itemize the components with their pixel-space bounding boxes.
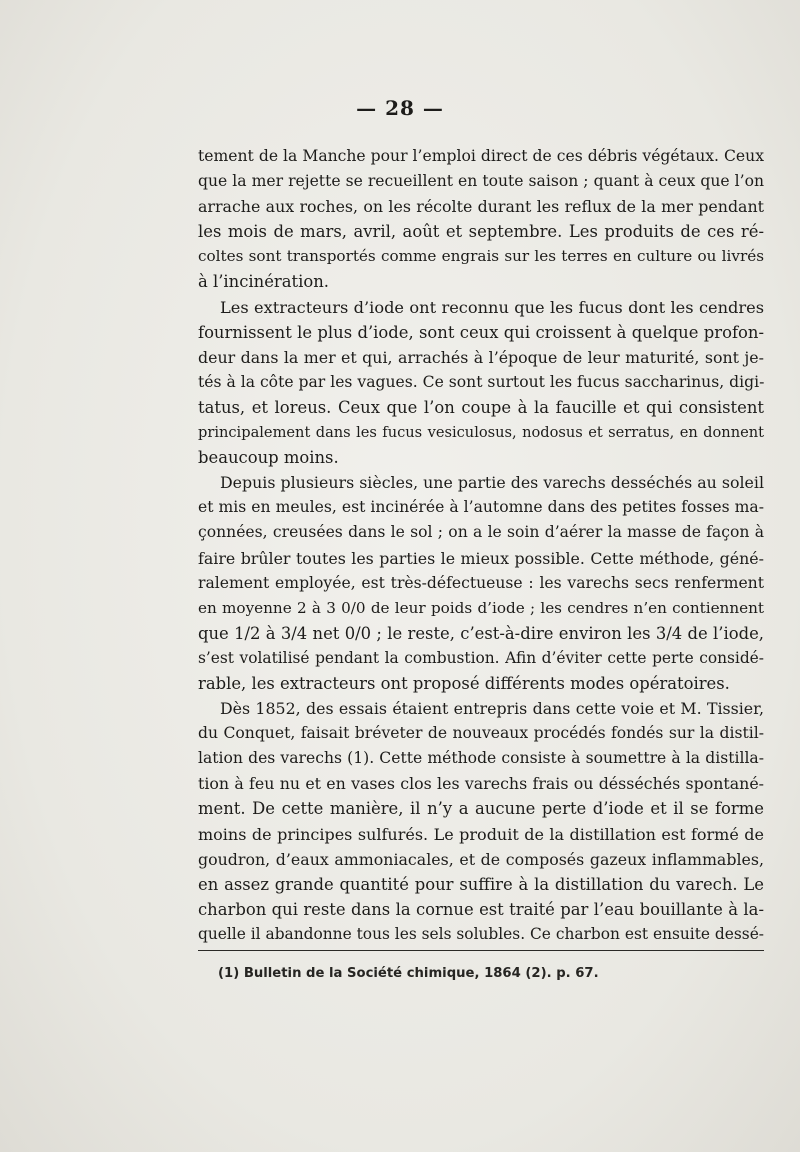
text-line: Depuis plusieurs siècles, une partie des varechs desséchés au soleil xyxy=(220,473,764,493)
footnote: (1) Bulletin de la Société chimique, 1864 (2). p. 67. xyxy=(218,966,599,981)
body-text xyxy=(198,144,764,947)
paragraph-1 xyxy=(198,144,764,295)
text-line: en moyenne 2 à 3 0/0 de leur poids d’iode ; les cendres n’en contiennent xyxy=(198,598,764,617)
text-line: tement de la Manche pour l’emploi direct de ces débris végétaux. Ceux xyxy=(198,147,764,165)
text-line: les mois de mars, avril, août et septembre. Les produits de ces ré- xyxy=(198,222,764,242)
paragraph-2 xyxy=(198,295,764,471)
text-line: faire brûler toutes les parties le mieux possible. Cette méthode, géné- xyxy=(198,548,764,568)
text-line: charbon qui reste dans la cornue est traité par l’eau bouillante à la- xyxy=(198,899,764,919)
paragraph-3 xyxy=(198,470,764,696)
text-line: Dès 1852, des essais étaient entrepris dans cette voie et M. Tissier, xyxy=(220,699,764,719)
text-line: que la mer rejette se recueillent en toute saison ; quant à ceux que l’on xyxy=(198,172,764,191)
text-line: fournissent le plus d’iode, sont ceux qui croissent à quelque profon- xyxy=(198,322,764,342)
text-line: ralement employée, est très-défectueuse : les varechs secs renferment xyxy=(198,573,764,592)
text-line: beaucoup moins. xyxy=(198,448,339,468)
text-line: çonnées, creusées dans le sol ; on a le soin d’aérer la masse de façon à xyxy=(198,523,764,542)
text-line: coltes sont transportés comme engrais sur les terres en culture ou livrés xyxy=(198,247,764,266)
text-line: goudron, d’eaux ammoniacales, et de composés gazeux inflammables, xyxy=(198,849,764,869)
text-line: à l’incinération. xyxy=(198,272,329,292)
text-line: ment. De cette manière, il n’y a aucune perte d’iode et il se forme xyxy=(198,799,764,819)
paragraph-4 xyxy=(198,696,764,947)
text-line: s’est volatilisé pendant la combustion. Afin d’éviter cette perte considé- xyxy=(198,648,764,667)
text-line: quelle il abandonne tous les sels solubles. Ce charbon est ensuite dessé- xyxy=(198,924,764,943)
text-line: que 1/2 à 3/4 net 0/0 ; le reste, c’est-à-dire environ les 3/4 de l’iode, xyxy=(198,623,764,643)
text-line: en assez grande quantité pour suffire à la distillation du varech. Le xyxy=(198,874,764,894)
footnote-divider xyxy=(198,950,764,951)
text-line: deur dans la mer et qui, arrachés à l’époque de leur maturité, sont je- xyxy=(198,347,764,367)
text-line: Les extracteurs d’iode ont reconnu que les fucus dont les cendres xyxy=(220,297,764,317)
text-line: et mis en meules, est incinérée à l’automne dans des petites fosses ma- xyxy=(198,498,764,517)
text-line: lation des varechs (1). Cette méthode consiste à soumettre à la distilla- xyxy=(198,749,764,768)
text-line: principalement dans les fucus vesiculosus, nodosus et serratus, en donnent xyxy=(198,424,764,442)
text-line: arrache aux roches, on les récolte durant les reflux de la mer pendant xyxy=(198,197,764,217)
text-line: tés à la côte par les vagues. Ce sont surtout les fucus saccharinus, digi- xyxy=(198,372,765,391)
text-line: moins de principes sulfurés. Le produit de la distillation est formé de xyxy=(198,824,764,844)
text-line: tion à feu nu et en vases clos les varechs frais ou désséchés spontané- xyxy=(198,774,764,794)
text-line: rable, les extracteurs ont proposé différents modes opératoires. xyxy=(198,673,730,693)
text-line: tatus, et loreus. Ceux que l’on coupe à la faucille et qui consistent xyxy=(198,397,764,417)
page-number: — 28 — xyxy=(356,96,444,120)
text-line: du Conquet, faisait bréveter de nouveaux procédés fondés sur la distil- xyxy=(198,724,764,743)
